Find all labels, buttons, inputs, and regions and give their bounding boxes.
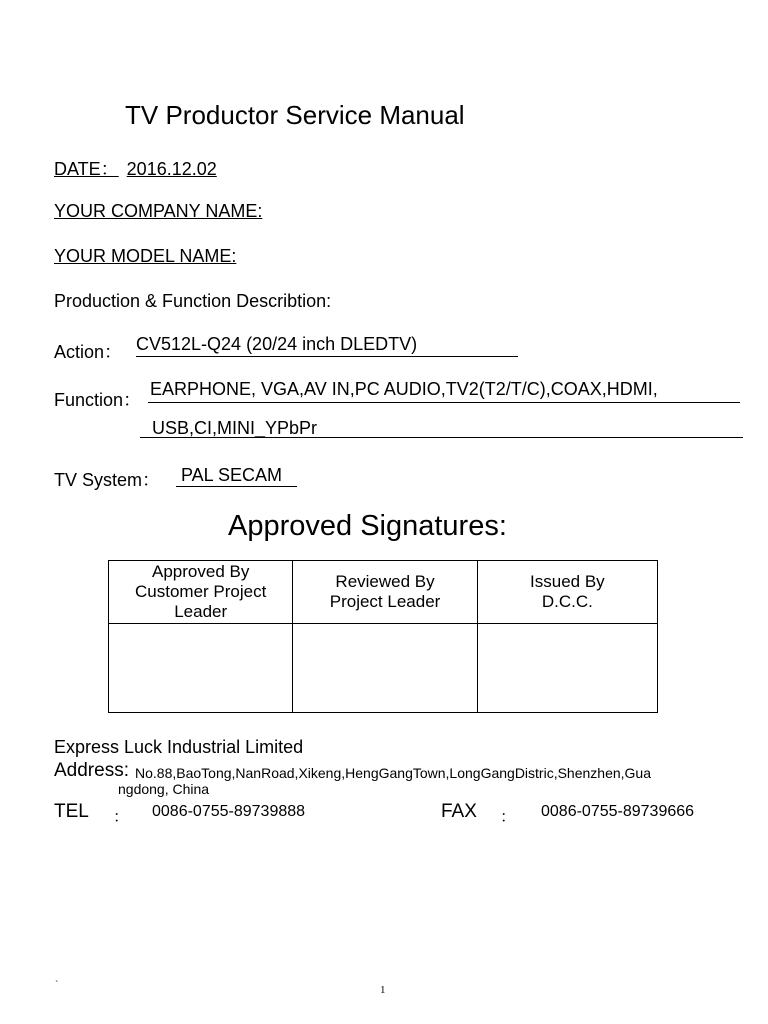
- tv-system-label: TV System：: [54, 470, 161, 490]
- date-row: [54, 155, 217, 181]
- tel-value: 0086-0755-89739888: [152, 803, 306, 820]
- function-value-line1: EARPHONE, VGA,AV IN,PC AUDIO,TV2(T2/T/C),COAX,HDMI,: [150, 379, 658, 399]
- fax-value: 0086-0755-89739666: [541, 803, 695, 820]
- description-label: Production & Function Describtion:: [54, 291, 332, 311]
- tv-system-underline: [176, 486, 297, 487]
- date-value: 2016.12.02: [126, 159, 217, 179]
- document-title: TV Productor Service Manual: [125, 100, 465, 130]
- footnote-mark: `: [55, 980, 59, 991]
- company-name: Express Luck Industrial Limited: [54, 737, 304, 757]
- function-value-line2: USB,CI,MINI_YPbPr: [152, 418, 318, 438]
- signature-cell-issued[interactable]: [477, 624, 657, 713]
- tel-label: TEL: [54, 801, 89, 822]
- header-reviewed-by: Reviewed By Project Leader: [293, 561, 477, 624]
- page-number: 1: [380, 984, 386, 996]
- action-label: Action：: [54, 342, 123, 362]
- action-value: CV512L-Q24 (20/24 inch DLEDTV): [136, 334, 418, 354]
- signature-cell-reviewed[interactable]: [293, 624, 477, 713]
- function-label: Function：: [54, 390, 142, 410]
- signatures-table: [108, 560, 658, 713]
- signatures-header-row: [109, 561, 658, 624]
- address-line-2: ngdong, China: [118, 781, 210, 797]
- signatures-heading: Approved Signatures:: [228, 510, 507, 542]
- fax-colon: ：: [500, 809, 517, 826]
- address-label: Address:: [54, 760, 129, 781]
- date-label: DATE：: [54, 159, 119, 179]
- tv-system-value: PAL SECAM: [181, 465, 283, 485]
- function-underline-2: [140, 437, 743, 438]
- model-name-label: YOUR MODEL NAME:: [54, 246, 237, 266]
- action-underline: [136, 356, 518, 357]
- signatures-sign-row: [109, 624, 658, 713]
- address-line-1: No.88,BaoTong,NanRoad,Xikeng,HengGangTown,LongGangDistric,Shenzhen,Gua: [135, 765, 652, 781]
- fax-label: FAX: [441, 801, 477, 822]
- company-name-label: YOUR COMPANY NAME:: [54, 201, 263, 221]
- function-underline-1: [148, 402, 740, 403]
- header-approved-by: Approved By Customer Project Leader: [109, 561, 293, 624]
- tel-colon: ：: [113, 809, 130, 826]
- signature-cell-approved[interactable]: [109, 624, 293, 713]
- header-issued-by: Issued By D.C.C.: [477, 561, 657, 624]
